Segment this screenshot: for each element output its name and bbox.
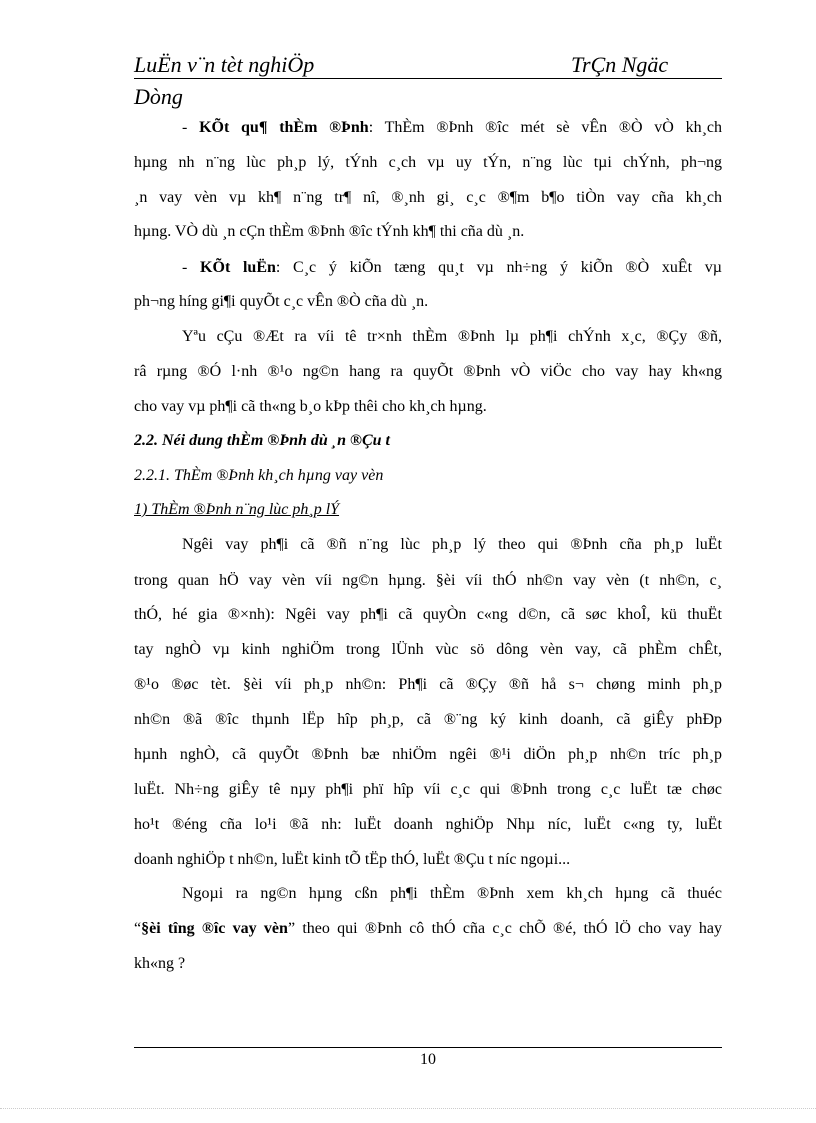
text-line: tay nghÒ vµ kinh nghiÖm trong lÜnh vùc sö dông vèn vay, cã phÈm chÊt, [134, 641, 722, 658]
bold-phrase: KÕt luËn [200, 259, 276, 276]
bold-phrase: KÕt qu¶ thÈm ®Þnh [199, 119, 369, 136]
text-line: ¸n vay vèn vµ kh¶ n¨ng tr¶ nî, ®¸nh gi¸ c¸c ®¶m b¶o tiÒn vay cña kh¸ch [134, 189, 722, 206]
footer-rule [134, 1047, 722, 1048]
text-line [134, 919, 722, 939]
text-line: Yªu cÇu ®Æt ra víi tê tr×nh thÈm ®Þnh lµ ph¶i chÝnh x¸c, ®Çy ®ñ, [182, 328, 722, 345]
text-line: 2.2. Néi dung thÈm ®Þnh dù ¸n ®Çu t [134, 432, 390, 449]
text-line: hµng nh n¨ng lùc ph¸p lý, tÝnh c¸ch vµ uy tÝn, n¨ng lùc tµi chÝnh, ph¬ng [134, 154, 722, 171]
text-line [134, 258, 722, 278]
text-line: trong quan hÖ vay vèn víi ng©n hµng. §èi víi thÓ nh©n vay vèn (t nh©n, c¸ [134, 572, 722, 589]
text-line: thÓ, hé gia ®×nh): Ngêi vay ph¶i cã quyÒn c«ng d©n, cã søc khoÎ, kü thuËt [134, 606, 722, 623]
text-span: “ [134, 920, 142, 937]
text-line: kh«ng ? [134, 955, 186, 972]
page-number: 10 [420, 1051, 436, 1068]
bold-phrase: §èi tîng ®îc vay vèn [141, 920, 288, 937]
text-line: doanh nghiÖp t nh©n, luËt kinh tÕ tËp thÓ, luËt ®Çu t níc ngoµi... [134, 851, 571, 868]
page-edge-divider [0, 1108, 816, 1109]
text-line: hµnh nghÒ, cã quyÕt ®Þnh bæ nhiÖm ngêi ®¹i diÖn ph¸p nh©n tríc ph¸p [134, 746, 722, 763]
text-span: ” theo qui ®Þnh cô thÓ cña c¸c chÕ ®é, thÓ lÖ cho vay hay [287, 920, 722, 937]
text-line [134, 118, 722, 138]
header-author: TrÇn Ngäc [571, 52, 669, 77]
text-span: - [182, 119, 200, 136]
text-span: - [182, 259, 201, 276]
text-line: ®¹o ®øc tèt. §èi víi ph¸p nh©n: Ph¶i cã ®Çy ®ñ hå s¬ chøng minh ph¸p [134, 676, 722, 693]
header-left-title: LuËn v¨n tèt nghiÖp [134, 52, 315, 77]
text-line: hµng. VÒ dù ¸n cÇn thÈm ®Þnh ®îc tÝnh kh¶ thi cña dù ¸n. [134, 223, 525, 240]
text-line: ph¬ng híng gi¶i quyÕt c¸c vÊn ®Ò cña dù ¸n. [134, 293, 429, 310]
text-line: luËt. Nh÷ng giÊy tê nµy ph¶i phï hîp víi c¸c qui ®Þnh trong c¸c luËt tæ chøc [134, 781, 722, 798]
text-line: râ rµng ®Ó l·nh ®¹o ng©n hang ra quyÕt ®Þnh vÒ viÖc cho vay hay kh«ng [134, 363, 722, 380]
header-author-continued: Dòng [134, 84, 183, 109]
text-span: : C¸c ý kiÕn tæng qu¸t vµ nh÷ng ý kiÕn ®Ò xuÊt vµ [275, 259, 722, 276]
text-line: Ngoµi ra ng©n hµng cßn ph¶i thÈm ®Þnh xem kh¸ch hµng cã thuéc [182, 885, 722, 902]
text-line: 2.2.1. ThÈm ®Þnh kh¸ch hµng vay vèn [134, 467, 384, 484]
text-line: nh©n ®ã ®îc thµnh lËp hîp ph¸p, cã ®¨ng ký kinh doanh, cã giÊy phÐp [134, 711, 722, 728]
text-span: : ThÈm ®Þnh ®îc mét sè vÊn ®Ò vÒ kh¸ch [368, 119, 722, 136]
text-line: cho vay vµ ph¶i cã th«ng b¸o kÞp thêi cho kh¸ch hµng. [134, 398, 487, 415]
text-line: 1) ThÈm ®Þnh n¨ng lùc ph¸p lÝ [134, 501, 340, 518]
text-line: ho¹t ®éng cña lo¹i ®ã nh: luËt doanh nghiÖp Nhµ níc, luËt c«ng ty, luËt [134, 816, 722, 833]
header-rule [134, 78, 722, 79]
text-line: Ngêi vay ph¶i cã ®ñ n¨ng lùc ph¸p lý theo qui ®Þnh cña ph¸p luËt [182, 536, 722, 553]
